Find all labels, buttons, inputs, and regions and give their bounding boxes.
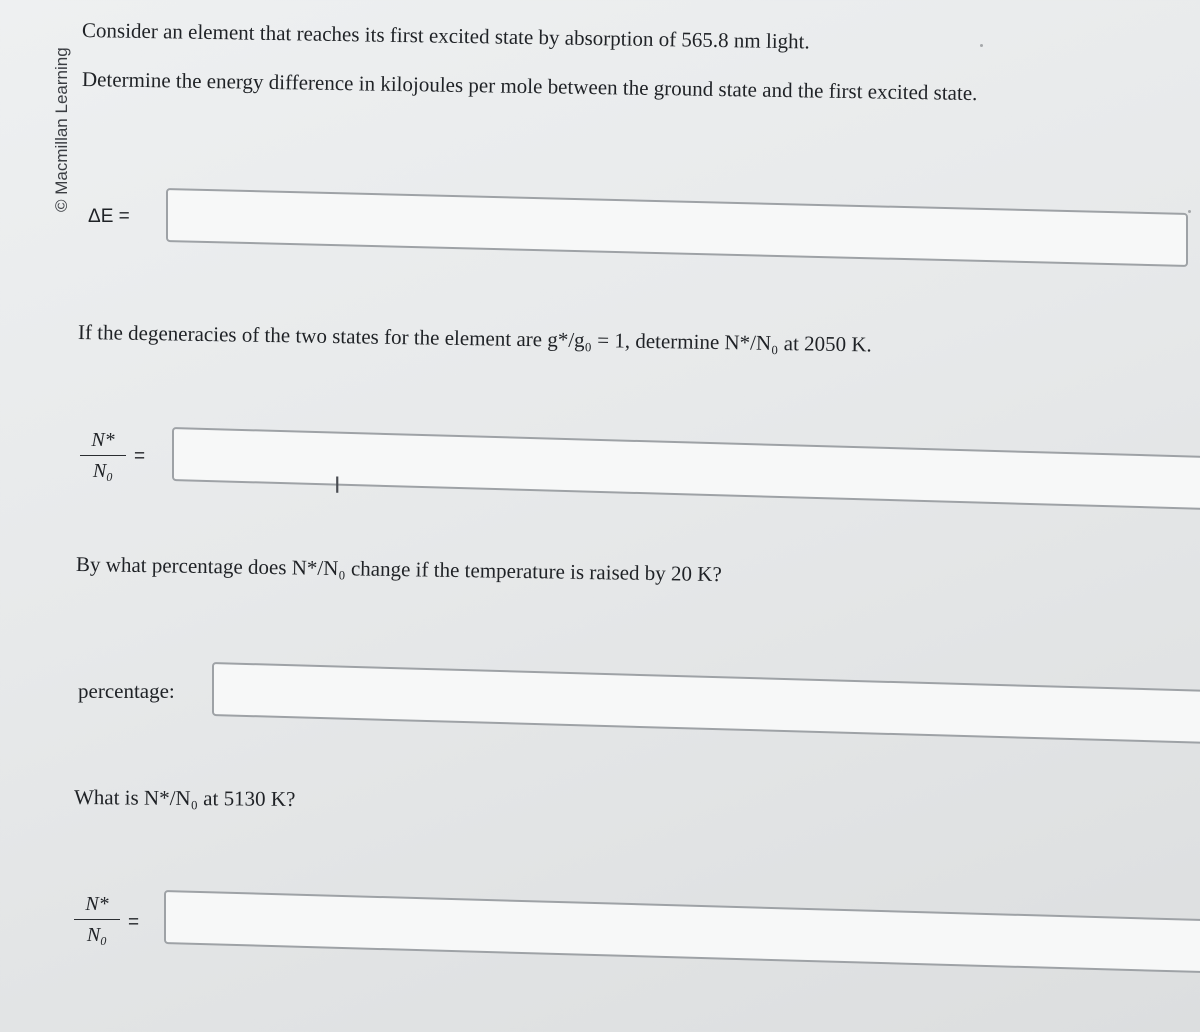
- fraction-denominator: N₀: [92, 460, 114, 482]
- screen-speck: [1188, 210, 1191, 213]
- question-4-text: What is N*/N₀ at 5130 K?: [73, 785, 296, 811]
- fraction-numerator: N*: [85, 893, 109, 915]
- copyright-credit: © Macmillan Learning: [52, 47, 71, 212]
- fraction-denominator: N₀: [86, 924, 108, 946]
- ratio-fraction-5130k: [74, 892, 120, 947]
- fraction-bar: [74, 919, 120, 920]
- question-1-text: Consider an element that reaches its first excited state by absorption of 565.8 nm light.: [81, 18, 810, 54]
- percentage-label: percentage:: [78, 679, 175, 703]
- delta-e-label: ΔE =: [88, 206, 130, 227]
- question-3-text: By what percentage does N*/N₀ change if the temperature is raised by 20 K?: [75, 552, 722, 587]
- ratio-5130k-answer-input[interactable]: [164, 890, 1200, 973]
- question-2-text: If the degeneracies of the two states for the element are g*/g₀ = 1, determine N*/N₀ at 2050 K.: [77, 320, 872, 357]
- screen-speck: [980, 44, 983, 47]
- text-cursor-icon: Ι: [334, 474, 341, 499]
- fraction-numerator: N*: [91, 429, 115, 451]
- ratio-2050k-answer-input[interactable]: [172, 427, 1200, 510]
- percentage-answer-input[interactable]: [212, 662, 1200, 744]
- equals-sign: =: [128, 912, 140, 933]
- ratio-fraction-2050k: [80, 428, 126, 483]
- question-1-instruction: Determine the energy difference in kilojoules per mole between the ground state and the first excited state.: [81, 67, 978, 106]
- fraction-bar: [80, 455, 126, 456]
- equals-sign: =: [134, 446, 146, 467]
- delta-e-answer-input[interactable]: [166, 188, 1188, 267]
